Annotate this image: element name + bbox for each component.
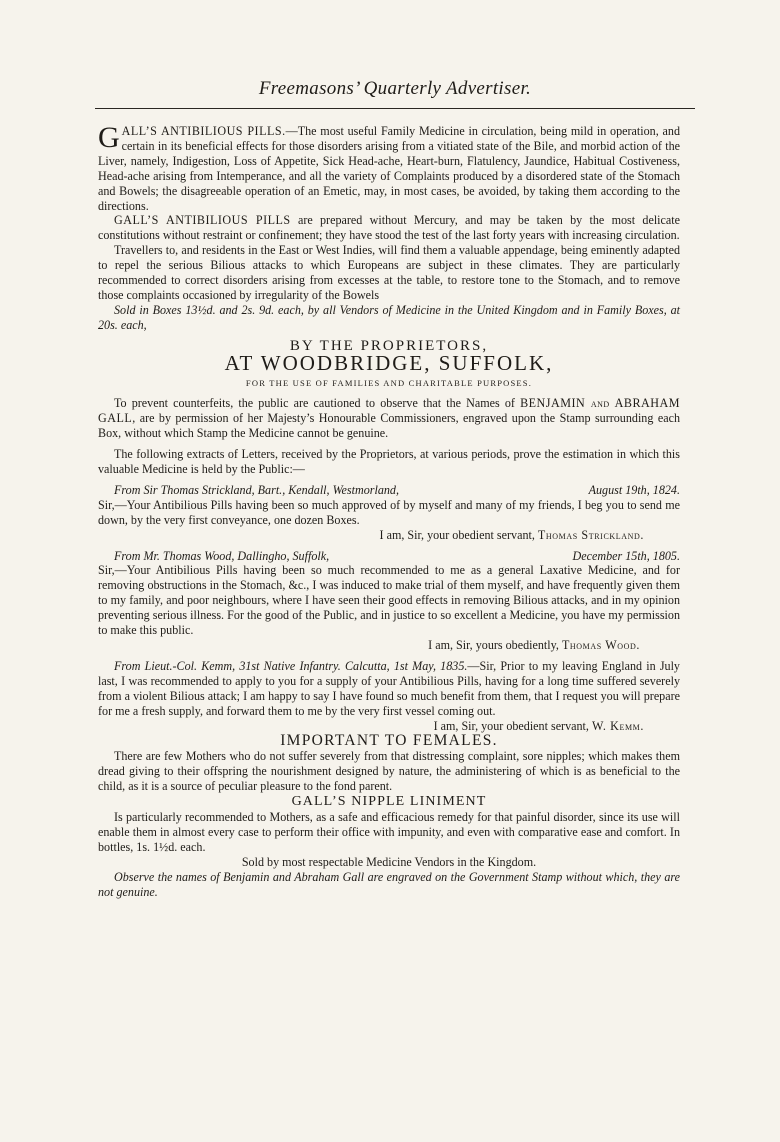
travellers-paragraph: Travellers to, and residents in the East or West Indies, will find them a valuable appendage, being eminently adapted to repel the serious Bilious attacks to which Europeans are subject in these climates. They are particularly recommended to correct disorders arising from excesses at the table, to restore tone to the Stomach, and to remove those complaints occasioned by irregularity of the Bowels [98, 243, 680, 302]
page-header-title: Freemasons’ Quarterly Advertiser. [258, 78, 532, 99]
letter-3-body: —Sir, Prior to my leaving England in July last, I was recommended to apply to you for a supply of your Antibilious Pills, having for a long time suffered severely from a violent Bilious attack; I am happy to say I have found so much benefit from them, that I request you will prepare for me a fresh supply, and forward them to me by the very first vessel coming out. [98, 658, 680, 718]
families-subheading: FOR THE USE OF FAMILIES AND CHARITABLE PURPOSES. [245, 377, 533, 388]
constitution-paragraph [98, 213, 680, 243]
important-to-females-heading: IMPORTANT TO FEMALES. [280, 732, 498, 750]
advertisement-body [98, 121, 680, 899]
extracts-paragraph: The following extracts of Letters, received by the Proprietors, at various periods, prove the estimation in which this valuable Medicine is held by the Public:— [98, 447, 680, 477]
letter-2-date: December 15th, 1805. [572, 548, 680, 563]
letter-2-closing: I am, Sir, yours obediently, [428, 638, 559, 652]
counterfeit-text-b: , are by permission of her Majesty’s Honourable Commissioners, engraved upon the Stamp surrounding each Box, without which Stamp the Medicine cannot be genuine. [98, 411, 680, 441]
females-paragraph: There are few Mothers who do not suffer severely from that distressing complaint, sore nipples; which makes them dread giving to their offspring the nourishment designed by nature, the administering of which is as beneficial to the child, as it is a source of peculiar pleasure to the fond parent. [98, 749, 680, 794]
letter-3-closing: I am, Sir, your obedient servant, [433, 718, 589, 733]
observe-stamp-notice: Observe the names of Benjamin and Abraham Gall are engraved on the Government Stamp without which, they are not genuine. [98, 869, 680, 899]
letter-3-sender: From Lieut.-Col. Kemm, 31st Native Infantry. [114, 658, 341, 673]
by-proprietors-heading: BY THE PROPRIETORS, [289, 337, 489, 354]
drop-cap: G [98, 121, 120, 154]
liniment-paragraph: Is particularly recommended to Mothers, as a safe and efficacious remedy for that painful disorder, since its use will enable them in almost every case to perform their office with impunity, and even with comparative ease and comfort. In bottles, 1s. 1½d. each. [98, 809, 680, 854]
letter-1-signoff [98, 528, 680, 543]
counterfeit-paragraph [98, 396, 680, 441]
header-rule [95, 108, 695, 109]
letter-2-signoff [98, 638, 680, 653]
letter-2-signature: Thomas Wood. [561, 638, 640, 652]
letter-3-signature: W. Kemm. [591, 718, 644, 733]
letter-1-sender: From Sir Thomas Strickland, Bart., Kendall, Westmorland, [114, 482, 399, 497]
letter-3 [98, 659, 680, 719]
intro-text: —The most useful Family Medicine in circulation, being mild in operation, and certain in its beneficial effects for those disorders arising from a vitiated state of the Bile, and morbid action of the Liver, namely, Indigestion, Loss of Appetite, Sick Head-ache, Heart-burn, Flatulency, Jaundice, Habitual Costiveness, Head-ache arising from Intemperance, and all the variety of Complaints produced by a disordered state of the Stomach and Bowels; the disagreeable operation of an Emetic, may, in most cases, be avoided, by taking them according to the directions. [98, 124, 680, 213]
letter-1-closing: I am, Sir, your obedient servant, [379, 527, 535, 542]
letter-1-signature: Thomas Strickland. [537, 527, 644, 542]
letter-1-date: August 19th, 1824. [588, 482, 680, 497]
letter-2-body: Sir,—Your Antibilious Pills having been so much recommended to me as a general Laxative Medicine, and for removing obstructions in the Stomach, &c., I was induced to make trial of them myself, and have frequently given them to my family, and poor neighbours, where I have seen their good effects in removing Bilious attacks, and in my opinion preventing serious illness. For the good of the Public, and in justice to so excellent a Medicine, you have my permission to make this public. [98, 563, 680, 638]
letter-1-from [98, 483, 680, 498]
intro-paragraph [98, 121, 680, 213]
product-name-2: GALL’S ANTIBILIOUS PILLS [114, 213, 291, 228]
letter-2-sender: From Mr. Thomas Wood, Dallingho, Suffolk, [114, 548, 330, 563]
nipple-liniment-heading: GALL’S NIPPLE LINIMENT [291, 794, 487, 810]
letter-3-date: Calcutta, 1st May, 1835. [344, 658, 468, 673]
woodbridge-heading: AT WOODBRIDGE, SUFFOLK, [224, 350, 554, 375]
gall-names: BENJAMIN and ABRAHAM GALL [98, 396, 680, 426]
constitution-text: are prepared without Mercury, and may be taken by the most delicate constitutions without restraint or confinement; they have stood the test of the last forty years with increasing circulation. [98, 213, 680, 243]
letter-2-from [98, 549, 680, 564]
letter-3-signoff [98, 719, 680, 734]
counterfeit-text-a: To prevent counterfeits, the public are cautioned to observe that the Names of [114, 396, 515, 411]
product-name: ALL’S ANTIBILIOUS PILLS. [121, 124, 286, 138]
sold-in-boxes: Sold in Boxes 13½d. and 2s. 9d. each, by all Vendors of Medicine in the United Kingdom and in Family Boxes, at 20s. each, [98, 302, 680, 332]
liniment-sold-by: Sold by most respectable Medicine Vendors in the Kingdom. [241, 854, 537, 869]
letter-1-body: Sir,—Your Antibilious Pills having been so much approved of by myself and many of my friends, I beg you to send me down, by the very first conveyance, one dozen Boxes. [98, 497, 680, 527]
